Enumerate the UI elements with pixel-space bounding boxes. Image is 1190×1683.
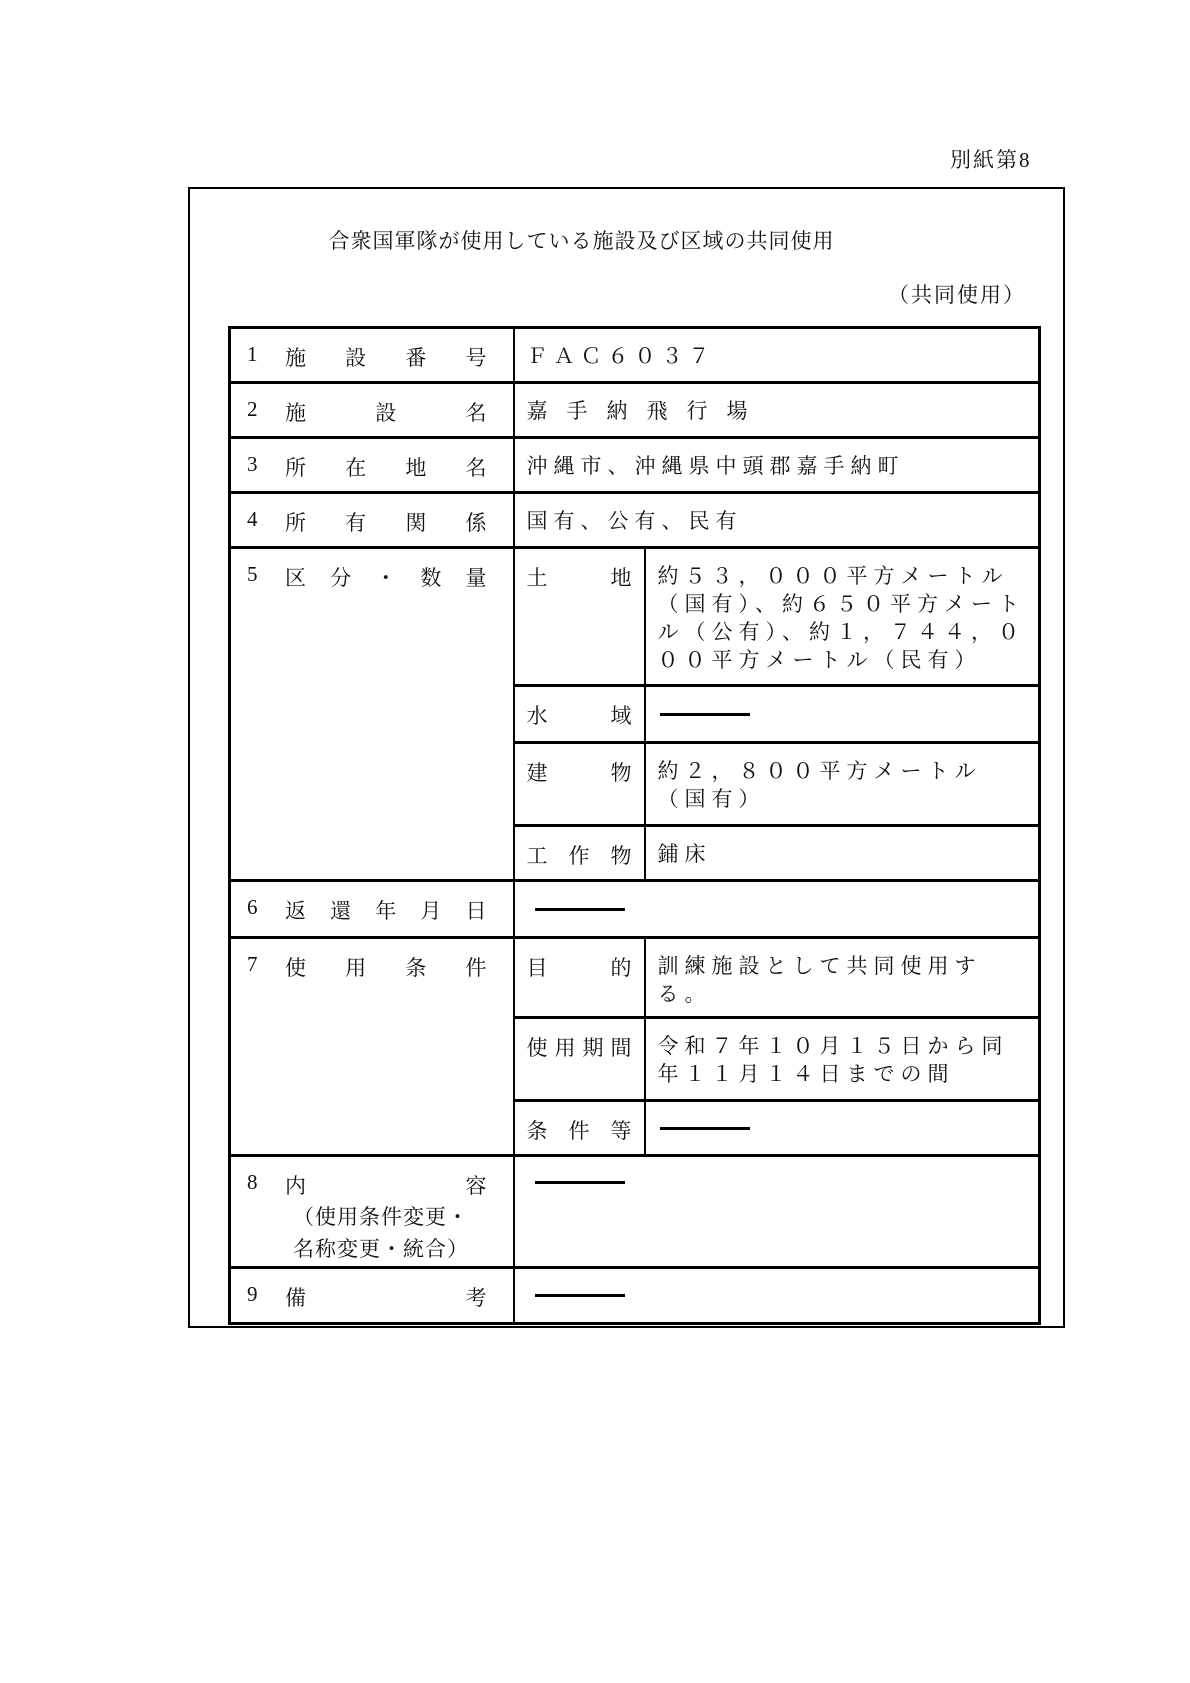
row-label: 使用条件 — [285, 956, 487, 980]
row-label: 内容 — [285, 1174, 487, 1198]
return-date-empty — [514, 881, 1040, 938]
row-number: 1 — [247, 342, 258, 366]
row-number: 7 — [247, 952, 258, 976]
empty-dash — [660, 1127, 750, 1130]
empty-dash — [535, 1294, 625, 1297]
row-label-cell — [230, 438, 514, 493]
row-number: 6 — [247, 895, 258, 919]
row-label: 施設番号 — [285, 346, 487, 370]
sub-row-label-land: 土地 — [514, 548, 645, 686]
row-label: 施設名 — [285, 401, 487, 425]
row-label-cell — [230, 493, 514, 548]
table-row — [230, 1156, 1040, 1268]
row-label-cell — [230, 1156, 514, 1268]
row-label: 所有関係 — [285, 511, 487, 535]
sub-row-label-water: 水域 — [514, 686, 645, 743]
empty-dash — [660, 713, 750, 716]
purpose-value: 訓練施設として共同使用する。 — [645, 938, 1040, 1018]
table-row — [230, 383, 1040, 438]
row-label-cell — [230, 548, 514, 881]
conditions-empty — [645, 1101, 1040, 1156]
row-label-cell — [230, 1268, 514, 1324]
row-label: 返還年月日 — [285, 899, 487, 923]
row-number: 2 — [247, 397, 258, 421]
facility-name-value: 嘉手納飛行場 — [514, 383, 1040, 438]
sub-row-label-period: 使用期間 — [514, 1018, 645, 1101]
sub-row-label-conditions: 条件等 — [514, 1101, 645, 1156]
sub-row-label-structure: 工作物 — [514, 826, 645, 881]
facility-table — [228, 326, 1041, 1325]
row-label: 備考 — [285, 1286, 487, 1310]
table-row — [230, 1268, 1040, 1324]
row-label: 区分・数量 — [285, 566, 487, 590]
row-label-note: 名称変更・統合） — [293, 1237, 469, 1261]
row-label-cell — [230, 881, 514, 938]
sub-row-label-purpose: 目的 — [514, 938, 645, 1018]
table-row — [230, 938, 1040, 1018]
use-period-value: 令和７年１０月１５日から同年１１月１４日までの間 — [645, 1018, 1040, 1101]
row-number: 5 — [247, 562, 258, 586]
row-label-cell — [230, 383, 514, 438]
facility-number-value: ＦＡＣ６０３７ — [514, 328, 1040, 383]
location-value: 沖縄市、沖縄県中頭郡嘉手納町 — [514, 438, 1040, 493]
empty-dash — [535, 1181, 625, 1184]
row-label-cell — [230, 938, 514, 1156]
row-label-note: （使用条件変更・ — [293, 1205, 469, 1229]
structure-value: 鋪床 — [645, 826, 1040, 881]
row-label: 所在地名 — [285, 456, 487, 480]
attachment-number-label: 別紙第8 — [950, 148, 1032, 172]
remarks-empty — [514, 1268, 1040, 1324]
contents-empty — [514, 1156, 1040, 1268]
document-title: 合衆国軍隊が使用している施設及び区域の共同使用 — [328, 229, 835, 253]
document-subtitle: （共同使用） — [888, 283, 1026, 307]
table-row — [230, 493, 1040, 548]
row-number: 3 — [247, 452, 258, 476]
ownership-value: 国有、公有、民有 — [514, 493, 1040, 548]
table-row — [230, 438, 1040, 493]
document-frame — [188, 187, 1065, 1328]
building-area-value: 約２，８００平方メートル（国有） — [645, 743, 1040, 826]
sub-row-label-building: 建物 — [514, 743, 645, 826]
table-row — [230, 328, 1040, 383]
row-number: 9 — [247, 1282, 258, 1306]
land-area-value: 約５３，０００平方メートル（国有）、約６５０平方メートル（公有）、約１，７４４，０００平方メートル（民有） — [645, 548, 1040, 686]
row-number: 4 — [247, 507, 258, 531]
water-area-empty — [645, 686, 1040, 743]
empty-dash — [535, 908, 625, 911]
table-row — [230, 881, 1040, 938]
row-label-cell — [230, 328, 514, 383]
table-row — [230, 548, 1040, 686]
row-number: 8 — [247, 1170, 258, 1194]
